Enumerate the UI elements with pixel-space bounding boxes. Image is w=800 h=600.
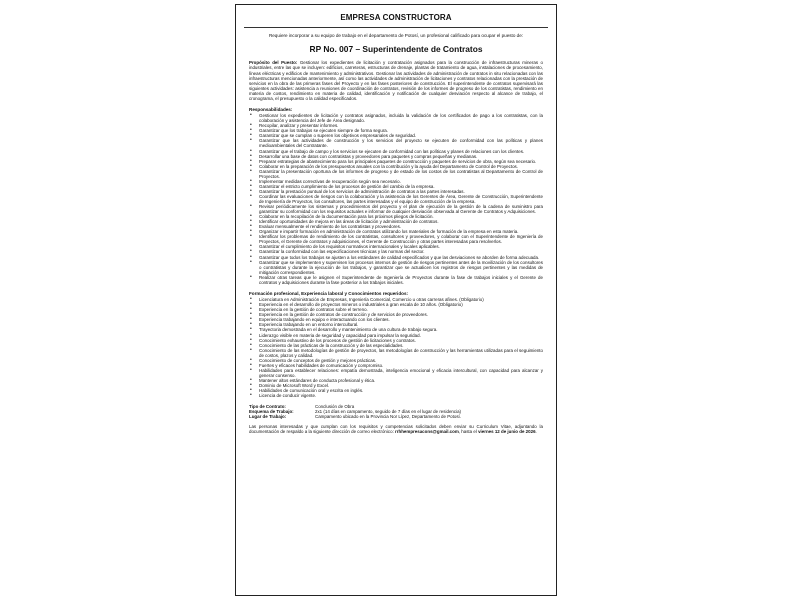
qualification-item: • Conocimiento de conceptos de gestión y mejores prácticas. (259, 358, 543, 363)
purpose-paragraph (249, 60, 543, 100)
responsibility-item: • Coordinar las evaluaciones de riesgos con la colaboración y la asistencia de los Gerentes de Área, Gerente de Construcción, Superintendente de Ingeniería de Proyectos, los consultores, las partes interesadas y el equipo de construcción de la empresa. (259, 194, 543, 204)
qualification-item: • Experiencia trabajando en un entorno intercultural. (259, 322, 543, 327)
qualification-item: • Dominio de Microsoft Word y Excel. (259, 383, 543, 388)
qualification-item: • Trayectoria demostrada en el desarrollo y mantenimiento de una cultura de trabajo segura. (259, 327, 543, 332)
company-name: EMPRESA CONSTRUCTORA (340, 13, 452, 22)
application-instructions (249, 424, 543, 434)
responsibility-item: • Evaluar mensualmente el rendimiento de los contratistas y proveedores. (259, 224, 543, 229)
responsibility-item: • Desarrollar una base de datos con contratistas y proveedores para paquetes y compras pequeñas y medianas. (259, 154, 543, 159)
detail-row (249, 414, 543, 419)
responsibility-item: • Identificar oportunidades de mejora en las áreas de licitación y administración de contratos. (259, 219, 543, 224)
responsibility-item: • Preparar estrategias de abastecimiento para los principales paquetes de construcción y paquetes de servicios de obra, según sea necesario. (259, 159, 543, 164)
qualification-item: • Conocimiento de las metodologías de gestión de proyectos, las metodologías de construcción y las herramientas utilizadas para el seguimiento de costos, plazos y calidad. (259, 348, 543, 358)
qualification-item: • Licenciatura en Administración de Empresas, Ingeniería Comercial, Comercio u otras carreras afines. (Obligatorio) (259, 297, 543, 302)
responsibility-item: • Realizar otras tareas que le asignen el Superintendente de Ingeniería de Proyectos durante la fase de trabajos iniciales y el Gerente de contratos y adquisiciones durante la fase posterior a los trabajos iniciales. (259, 275, 543, 285)
divider (244, 27, 548, 28)
qualification-item: • Habilidades de comunicación oral y escrita en inglés. (259, 388, 543, 393)
responsibility-item: • Implementar medidas correctivas de recuperación según sea necesario. (259, 179, 543, 184)
qualification-item: • Experiencia en el desarrollo de proyectos mineros o industriales a gran escala de 10 años. (Obligatorio) (259, 302, 543, 307)
responsibility-item: • Organizar e impartir formación en administración de contratos utilizando los materiales de formación de la empresa en esta materia. (259, 229, 543, 234)
qualification-item: • Experiencia en la gestión de contratos sobre el terreno. (259, 307, 543, 312)
responsibility-item: • Garantizar que se implementen y supervisen los procesos internos de gestión de riesgos pertinentes antes de la movilización de los consultores o contratistas y durante la ejecución de los trabajos, y garantizar que se actualicen los registros de riesgos pertinentes y las medidas de mitigación correspondientes. (259, 260, 543, 275)
responsibility-item: • Colaborar en la recopilación de la documentación para los próximos pliegos de licitación. (259, 214, 543, 219)
detail-value: Campamento ubicado en la Provincia Nor Lípez, Departamento de Potosí. (315, 414, 462, 420)
qualification-item: • Experiencia trabajando en equipo e interactuando con los clientes. (259, 317, 543, 322)
responsibility-item: • Garantizar que todos los trabajos se ajusten a los estándares de calidad especificados y que las desviaciones se aborden de forma adecuada. (259, 255, 543, 260)
qualification-item: • Liderazgo visible en materia de seguridad y capacidad para impulsar la seguridad. (259, 333, 543, 338)
qualifications-list (249, 297, 543, 398)
purpose-label: Propósito del Puesto: (249, 60, 298, 66)
job-advertisement (235, 4, 557, 596)
responsibility-item: • Garantizar la presentación oportuna de los informes de progreso y de estado de los costos de los contratistas al Departamento de Control de Proyectos. (259, 169, 543, 179)
contact-email[interactable]: rrhhempresacons@gmail.com (395, 429, 459, 435)
footer-end: . (535, 429, 537, 435)
responsibility-item: • Gestionar los expedientes de licitación y contratos asignados, incluida la validación de los certificados de pago a los contratistas, con la colaboración y asistencia del Jefe de Área designado. (259, 113, 543, 123)
responsibility-item: • Colaborar en la preparación de los presupuestos anuales con la contribución y la ayuda del Departamento de Control de Proyectos. (259, 164, 543, 169)
responsibility-item: • Garantizar el cumplimiento de los requisitos normativos internacionales y locales aplicables. (259, 244, 543, 249)
qualification-item: • Conocimiento exhaustivo de los procesos de gestión de licitaciones y contratos. (259, 338, 543, 343)
qualification-item: • Mantener altos estándares de conducta profesional y ética. (259, 378, 543, 383)
qualification-item: • Habilidades para establecer relaciones: empatía demostrada, inteligencia emocional y eficacia intercultural, con capacidad para alcanzar y generar consenso. (259, 368, 543, 378)
qualification-item: • Fuertes y eficaces habilidades de comunicación y compromiso. (259, 363, 543, 368)
qualification-item: • Conocimiento de las prácticas de la construcción y de las especialidades. (259, 343, 543, 348)
responsibility-item: • Garantizar la prestación puntual de los servicios de administración de contratos a las partes interesadas. (259, 189, 543, 194)
responsibility-item: • Garantizar el estricto cumplimiento de los procesos de gestión del cambio de la empresa. (259, 184, 543, 189)
responsibility-item: • Garantizar la conformidad con las especificaciones técnicas y las normas del sector. (259, 249, 543, 254)
job-details (249, 404, 543, 419)
intro-text: Requiere incorporar a su equipo de trabajo en el departamento de Potosí, un profesional calificado para ocupar el puesto de: (268, 33, 524, 38)
responsibility-item: • Garantizar que se cumplan o superen los objetivos empresariales de seguridad. (259, 133, 543, 138)
detail-label: Lugar de Trabajo: (249, 414, 287, 420)
responsibility-item: • Garantizar que el trabajo de campo y los servicios se ejecuten de conformidad con las políticas y planes de relaciones con los clientes. (259, 149, 543, 154)
footer-until: , hasta el (458, 429, 479, 435)
responsibility-item: • Garantizar que los trabajos se ejecuten siempre de forma segura. (259, 128, 543, 133)
responsibility-item: • Garantizar que las actividades de construcción y los servicios del proyecto se ejecuten de conformidad con las políticas y planes medioambientales del Contratante. (259, 138, 543, 148)
detail-label: Esquema de Trabajo: (249, 409, 294, 415)
responsibility-item: • Revisar periódicamente los sistemas y procedimientos del proyecto y el plan de ejecución de la gestión de la cadena de suministro para garantizar su conformidad con los requisitos actuales e informar de cualquier desviación observada al Gerente de Contratos y Adquisiciones. (259, 204, 543, 214)
qualification-item: • Licencia de conducir vigente. (259, 393, 543, 398)
footer-intro: Las personas interesadas y que cumplan con los requisitos y competencias solicitados deben enviar su Curriculum Vitae, adjuntando la documentación de respaldo a la siguiente dirección de correo electrónico: (249, 424, 543, 435)
detail-value: 2x1 (14 días en campamento, seguido de 7 días en el lugar de residencia) (315, 409, 462, 415)
responsibilities-heading: Responsabilidades: (249, 106, 293, 112)
job-title: RP No. 007 – Superintendente de Contratos (309, 44, 483, 55)
qualification-item: • Experiencia en la gestión de contratos de construcción y de servicios de proveedores. (259, 312, 543, 317)
responsibilities-list (249, 113, 543, 285)
responsibility-item: • Recopilar, analizar y presentar informes. (259, 123, 543, 128)
responsibility-item: • Identificar los problemas de rendimiento de los contratistas, consultores y proveedores, y colaborar con el Superintendente de Ingeniería de Proyectos, el Gerente de contratos y adquisiciones, el Gerente de Construcción y otras partes interesadas para resolverlos. (259, 234, 543, 244)
application-deadline: viernes 12 de junio de 2026 (478, 429, 536, 435)
purpose-text: Gestionar los expedientes de licitación y contratación asignados para la construcción de infraestructuras mineras o industriales, entre las que se incluyen: edificios, carreteras, estructuras de drenaje, plantas de tratamiento de agua, instalaciones de procesamiento, líneas eléctricas y edificios de mantenimiento y administrativos. Gestionar las actividades de administración de contratos in situ relacionadas con las infraestructuras mencionadas anteriormente, así como las actividades de administración de licitaciones y contratos relacionadas con la prestación de servicios en la obra de las primeras fases del Proyecto y en las fases posteriores de construcción. El superintendente de contratos supervisará las siguientes actividades: asistencia a reuniones de coordinación de contratos, revisión de los informes de progreso de los contratistas, rendimiento en materia de costos, rendimiento en materia de calidad, identificación y notificación de cualquier desviación respecto al alcance de trabajo, el cronograma, el presupuesto o la calidad especificados. (249, 60, 543, 101)
detail-value: Conclusión de Obra (315, 404, 355, 410)
detail-label: Tipo de Contrato: (249, 404, 286, 410)
qualifications-heading: Formación profesional, Experiencia laboral y Conocimientos requeridos: (249, 290, 409, 296)
